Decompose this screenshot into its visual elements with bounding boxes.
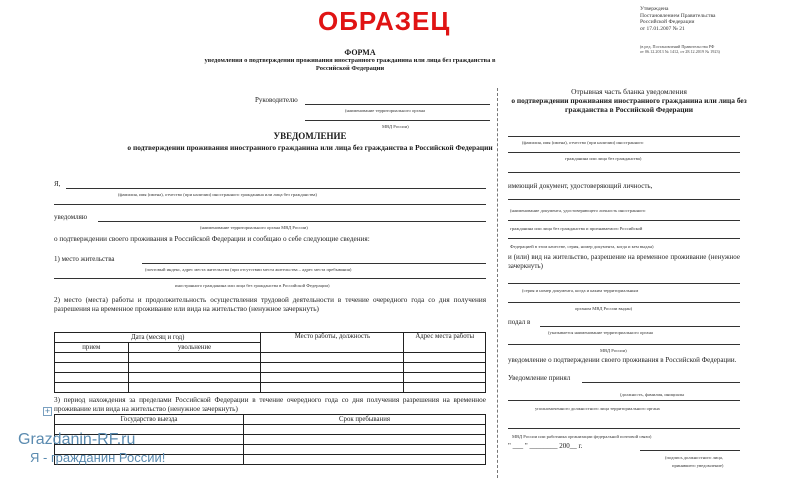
site-slogan: Я - гражданин России! (30, 450, 166, 465)
addressee-caption: (наименование территориального органа (345, 108, 425, 113)
r-document-field-3[interactable] (508, 238, 740, 239)
expand-icon[interactable]: + (44, 406, 51, 416)
applicant-caption: (фамилия, имя (имена), отчество (при наличии) иностранного гражданина или лица без гражданства) (118, 192, 317, 197)
table-cell[interactable] (261, 373, 404, 383)
table-cell[interactable] (261, 383, 404, 393)
col-term-header: Срок пребывания (244, 415, 486, 425)
col-address-header: Адрес места работы (404, 333, 486, 353)
r-signature-field[interactable] (640, 450, 740, 451)
r-permit-caption-2: органом МВД России выдан) (575, 306, 633, 311)
r-document-field-2[interactable] (508, 220, 740, 221)
r-accepted-caption-3: МВД России или работника организации федеральной почтовой связи) (512, 434, 652, 439)
r-notice-text: уведомление о подтверждении своего проживания в Российской Федерации. (508, 356, 737, 364)
r-permit-field-2[interactable] (508, 302, 740, 303)
r-name-caption-2: гражданина или лица без гражданства) (565, 156, 642, 161)
approval-line: Российской Федерации (640, 19, 695, 26)
addressee-field[interactable] (305, 104, 490, 105)
table-row (55, 353, 486, 363)
table-cell[interactable] (244, 425, 486, 435)
addressee-field-2[interactable] (305, 120, 490, 121)
r-accepted-field-2[interactable] (508, 400, 740, 401)
notice-title: УВЕДОМЛЕНИЕ (273, 131, 347, 141)
residence-caption-2: иностранного гражданина или лица без гражданства в Российской Федерации) (175, 283, 330, 288)
table-cell[interactable] (128, 353, 261, 363)
r-accepted-label: Уведомление принял (508, 374, 571, 382)
form-subtitle: уведомления о подтверждении проживания иностранного гражданина или лица без гражданства в Российской Федерации (204, 57, 496, 72)
notify-label: уведомляю (54, 213, 88, 221)
r-filed-field[interactable] (540, 326, 740, 327)
item-1-label: 1) место жительства (54, 255, 115, 263)
applicant-name-field-2[interactable] (54, 204, 486, 205)
approval-note (640, 44, 720, 54)
table-cell[interactable] (404, 363, 486, 373)
table-cell[interactable] (244, 445, 486, 455)
addressee-caption-2: МВД России) (382, 124, 409, 129)
approval-note-line: от 06.12.2013 № 1412, от 28.12.2019 № 1923) (640, 49, 720, 54)
r-document-caption-2: гражданина или лица без гражданства и признаваемого Российской (510, 226, 643, 231)
col-hire-header: прием (55, 343, 129, 353)
table-row (55, 383, 486, 393)
table-cell[interactable] (128, 373, 261, 383)
residence-field[interactable] (142, 263, 486, 264)
table-cell[interactable] (55, 383, 129, 393)
table-row (55, 373, 486, 383)
r-name-field-2[interactable] (508, 152, 740, 153)
r-permit-text: и (или) вид на жительство, разрешение на временное проживание (ненужное зачеркнуть) (508, 253, 740, 270)
residence-caption: (почтовый индекс, адрес места жительства (при отсутствии места жительства – адрес места пребывания) (145, 267, 352, 272)
table-cell[interactable] (261, 353, 404, 363)
approval-line: Утверждена (640, 6, 669, 12)
approval-line: Постановлением Правительства (640, 12, 716, 19)
table-cell[interactable] (55, 373, 129, 383)
notify-organ-field[interactable] (98, 221, 486, 222)
r-accepted-field-3[interactable] (508, 428, 740, 429)
table-cell[interactable] (244, 455, 486, 465)
table-cell[interactable] (55, 353, 129, 363)
residence-field-2[interactable] (54, 278, 486, 279)
r-permit-field[interactable] (508, 283, 740, 284)
r-accepted-caption: (должность, фамилия, инициалы (620, 392, 685, 397)
confirm-text: о подтверждении своего проживания в Российской Федерации и сообщаю о себе следующие сведения: (54, 235, 370, 243)
r-filed-label: подал в (508, 318, 531, 326)
table-cell[interactable] (404, 373, 486, 383)
col-fire-header: увольнение (128, 343, 261, 353)
approval-line: от 17.01.2007 № 21 (640, 25, 685, 32)
form-title: ФОРМА (344, 48, 376, 57)
table-cell[interactable] (404, 383, 486, 393)
notice-subtitle: о подтверждении проживания иностранного гражданина или лица без гражданства в Российской Федерации (127, 143, 493, 152)
table-cell[interactable] (128, 383, 261, 393)
r-document-field[interactable] (508, 199, 740, 200)
r-accepted-caption-2: уполномоченного должностного лица территориального органа (535, 406, 660, 411)
work-table (54, 332, 486, 393)
table-cell[interactable] (261, 363, 404, 373)
tear-off-subtitle: о подтверждении проживания иностранного гражданина или лица без гражданства в Российской Федерации (511, 96, 747, 114)
r-permit-caption: (серия и номер документа, когда и каким территориальным (522, 288, 639, 293)
r-name-field-3[interactable] (508, 172, 740, 173)
table-cell[interactable] (128, 363, 261, 373)
r-document-label: имеющий документ, удостоверяющий личность, (508, 182, 653, 190)
table-cell[interactable] (404, 353, 486, 363)
tear-off-header (510, 87, 748, 114)
table-cell[interactable] (55, 363, 129, 373)
r-document-caption: (наименование документа, удостоверяющего личность иностранного (510, 208, 646, 213)
addressee-label: Руководителю (255, 96, 298, 104)
applicant-label: Я, (54, 180, 61, 188)
table-row (55, 363, 486, 373)
r-name-field[interactable] (508, 136, 740, 137)
sample-watermark: ОБРАЗЕЦ (318, 6, 451, 36)
col-place-header: Место работы, должность (261, 333, 404, 353)
r-filed-caption-2: МВД России) (600, 348, 627, 353)
item-3-text: 3) период нахождения за пределами Российской Федерации в течение очередного года со дня получения разрешения на временное проживание или вида на жительство (ненужное зачеркнуть) (54, 396, 486, 413)
r-signature-caption: (подпись должностного лица, (665, 455, 724, 460)
r-filed-caption: (указывается наименование территориального органа (548, 330, 653, 335)
r-date-field[interactable]: " ___ " ________ 200__ г. (508, 442, 583, 450)
r-signature-caption-2: принявшего уведомление) (672, 463, 724, 468)
r-name-caption: (фамилия, имя (имена), отчество (при наличии) иностранного (522, 140, 644, 145)
site-name: Grazdanin-RF.ru (18, 431, 136, 448)
approval-stamp (640, 6, 715, 32)
r-document-caption-3: Федерацией в этом качестве, серия, номер документа, когда и кем выдан) (510, 244, 654, 249)
applicant-name-field[interactable] (66, 188, 486, 189)
item-2-text: 2) место (места) работы и продолжительность осуществления трудовой деятельности в течение очередного года со дня получения разрешения на временное проживание или вида на жительство (ненужное зачеркнуть) (54, 296, 486, 313)
table-cell[interactable] (244, 435, 486, 445)
notify-caption: (наименование территориального органа МВД России) (200, 225, 308, 230)
tear-off-title: Отрывная часть бланка уведомления (571, 87, 687, 96)
r-accepted-field[interactable] (582, 382, 740, 383)
approval-note-line: (в ред. Постановлений Правительства РФ (640, 44, 715, 49)
col-country-header: Государство выезда (55, 415, 244, 425)
r-filed-field-2[interactable] (508, 344, 740, 345)
col-date-header: Дата (месяц и год) (55, 333, 261, 343)
